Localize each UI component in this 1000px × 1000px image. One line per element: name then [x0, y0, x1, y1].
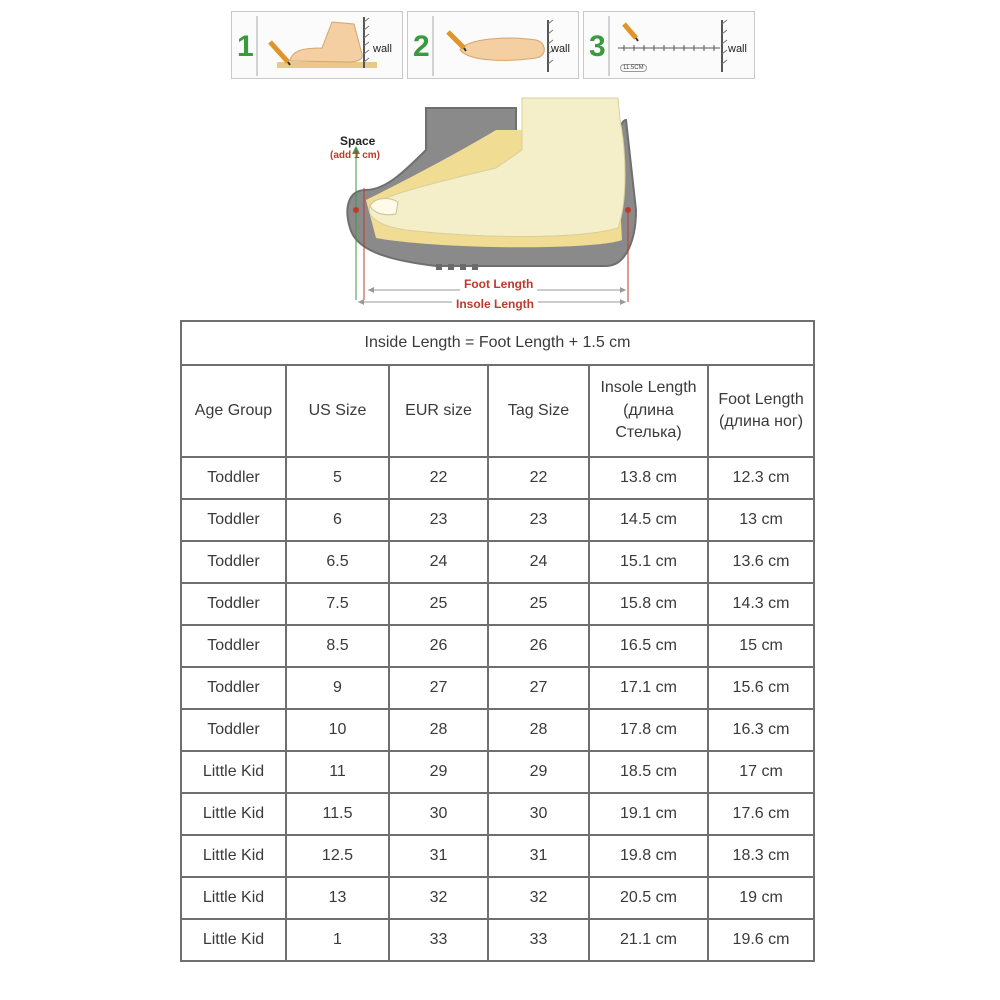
cell-age-group: Toddler [181, 499, 286, 541]
cell-insole-length: 19.8 cm [589, 835, 708, 877]
step-number: 2 [413, 30, 430, 63]
cell-insole-length: 21.1 cm [589, 919, 708, 961]
step-number: 3 [589, 30, 606, 63]
cell-foot-length: 15 cm [708, 625, 814, 667]
cell-tag-size: 26 [488, 625, 589, 667]
wall-label: wall [551, 43, 570, 55]
cell-foot-length: 18.3 cm [708, 835, 814, 877]
header-us-size: US Size [286, 365, 389, 457]
cell-eur-size: 32 [389, 877, 488, 919]
cell-eur-size: 22 [389, 457, 488, 499]
cell-insole-length: 13.8 cm [589, 457, 708, 499]
cell-us-size: 12.5 [286, 835, 389, 877]
cell-us-size: 8.5 [286, 625, 389, 667]
foot-length-label: Foot Length [460, 277, 537, 291]
table-row [181, 835, 814, 877]
cell-tag-size: 33 [488, 919, 589, 961]
cell-us-size: 7.5 [286, 583, 389, 625]
header-foot-length-ru: (длина ног) [719, 413, 804, 430]
cell-insole-length: 15.1 cm [589, 541, 708, 583]
cell-foot-length: 17.6 cm [708, 793, 814, 835]
cell-us-size: 11.5 [286, 793, 389, 835]
cell-eur-size: 30 [389, 793, 488, 835]
step-3-panel [583, 11, 755, 79]
cell-us-size: 6 [286, 499, 389, 541]
table-row [181, 667, 814, 709]
cell-eur-size: 27 [389, 667, 488, 709]
table-body [181, 457, 814, 961]
cell-tag-size: 32 [488, 877, 589, 919]
cell-eur-size: 29 [389, 751, 488, 793]
table-row [181, 625, 814, 667]
cell-age-group: Toddler [181, 541, 286, 583]
cell-insole-length: 17.1 cm [589, 667, 708, 709]
cell-us-size: 9 [286, 667, 389, 709]
cell-foot-length: 16.3 cm [708, 709, 814, 751]
cell-age-group: Little Kid [181, 919, 286, 961]
cell-foot-length: 13.6 cm [708, 541, 814, 583]
header-insole-length-ru-1: (длина [623, 401, 674, 419]
table-row [181, 583, 814, 625]
cell-us-size: 11 [286, 751, 389, 793]
header-insole-length-en: Insole Length [600, 379, 697, 397]
wall-label: wall [728, 43, 747, 55]
cell-age-group: Toddler [181, 583, 286, 625]
table-header-row [181, 365, 814, 457]
cell-tag-size: 30 [488, 793, 589, 835]
cell-age-group: Little Kid [181, 793, 286, 835]
size-chart-table [180, 320, 815, 962]
measurement-label: 11.5CM [620, 64, 647, 72]
table-row [181, 499, 814, 541]
cell-eur-size: 24 [389, 541, 488, 583]
cell-tag-size: 31 [488, 835, 589, 877]
table-title-row [181, 321, 814, 365]
table-title: Inside Length = Foot Length + 1.5 cm [181, 321, 814, 365]
step-2-panel [407, 11, 579, 79]
cell-eur-size: 25 [389, 583, 488, 625]
cell-tag-size: 29 [488, 751, 589, 793]
table-row [181, 751, 814, 793]
cell-eur-size: 33 [389, 919, 488, 961]
cell-foot-length: 12.3 cm [708, 457, 814, 499]
cell-foot-length: 13 cm [708, 499, 814, 541]
cell-eur-size: 28 [389, 709, 488, 751]
cell-age-group: Toddler [181, 625, 286, 667]
table-row [181, 709, 814, 751]
cell-eur-size: 26 [389, 625, 488, 667]
cell-insole-length: 15.8 cm [589, 583, 708, 625]
cell-us-size: 5 [286, 457, 389, 499]
wall-label: wall [373, 43, 392, 55]
shoe-fit-diagram [326, 90, 646, 315]
cell-age-group: Little Kid [181, 877, 286, 919]
cell-foot-length: 15.6 cm [708, 667, 814, 709]
table-row [181, 457, 814, 499]
header-insole-length [589, 365, 708, 457]
cell-age-group: Toddler [181, 709, 286, 751]
cell-insole-length: 20.5 cm [589, 877, 708, 919]
space-label: Space [340, 134, 376, 148]
header-age-group: Age Group [181, 365, 286, 457]
cell-foot-length: 19 cm [708, 877, 814, 919]
header-foot-length-en: Foot Length [718, 390, 804, 408]
insole-length-label: Insole Length [452, 297, 538, 311]
cell-age-group: Little Kid [181, 835, 286, 877]
cell-us-size: 13 [286, 877, 389, 919]
cell-foot-length: 17 cm [708, 751, 814, 793]
header-eur-size: EUR size [389, 365, 488, 457]
cell-eur-size: 31 [389, 835, 488, 877]
cell-us-size: 6.5 [286, 541, 389, 583]
cell-tag-size: 23 [488, 499, 589, 541]
cell-insole-length: 18.5 cm [589, 751, 708, 793]
table-row [181, 541, 814, 583]
header-insole-length-ru-2: Стелька) [615, 424, 682, 442]
cell-tag-size: 28 [488, 709, 589, 751]
cell-insole-length: 16.5 cm [589, 625, 708, 667]
table-row [181, 919, 814, 961]
cell-age-group: Little Kid [181, 751, 286, 793]
cell-tag-size: 27 [488, 667, 589, 709]
cell-age-group: Toddler [181, 667, 286, 709]
cell-us-size: 1 [286, 919, 389, 961]
cell-us-size: 10 [286, 709, 389, 751]
cell-eur-size: 23 [389, 499, 488, 541]
table-row [181, 877, 814, 919]
step-1-panel [231, 11, 403, 79]
cell-foot-length: 19.6 cm [708, 919, 814, 961]
header-foot-length [708, 365, 814, 457]
cell-age-group: Toddler [181, 457, 286, 499]
step-number: 1 [237, 30, 254, 63]
table-row [181, 793, 814, 835]
cell-tag-size: 25 [488, 583, 589, 625]
space-note: (add 1 cm) [330, 150, 381, 161]
cell-insole-length: 14.5 cm [589, 499, 708, 541]
cell-foot-length: 14.3 cm [708, 583, 814, 625]
cell-tag-size: 22 [488, 457, 589, 499]
cell-insole-length: 19.1 cm [589, 793, 708, 835]
cell-insole-length: 17.8 cm [589, 709, 708, 751]
header-tag-size: Tag Size [488, 365, 589, 457]
cell-tag-size: 24 [488, 541, 589, 583]
